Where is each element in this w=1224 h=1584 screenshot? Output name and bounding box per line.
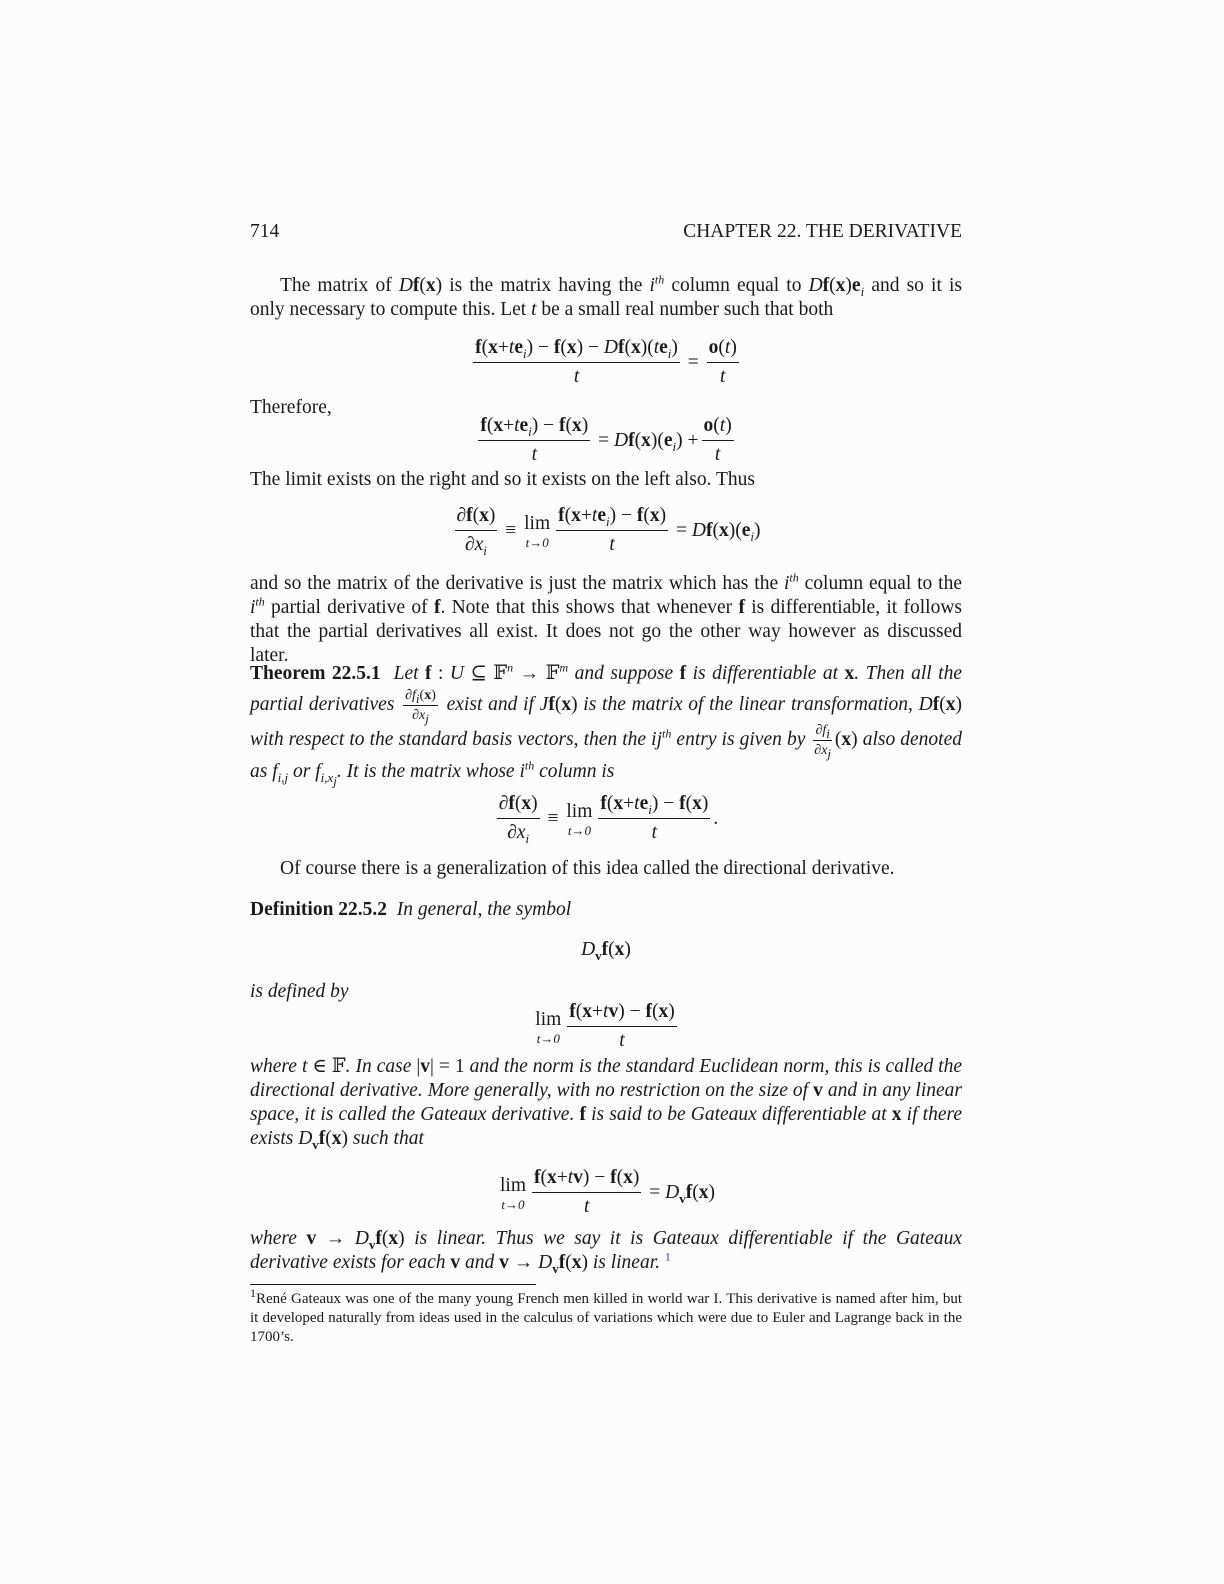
equation-theorem-column: $\frac{\partial f(x)}{\partial x_i}$ ≡ lim t→0 $\frac{f(x+te_i) - f(x)}{t}$ . — [498, 793, 719, 846]
equation-partial-derivative: $\frac{\partial f(x)}{\partial x_i}$ ≡ lim t→0 $\frac{f(x+te_i) - f(x)}{t}$ = $Df(x)(e_i)$ — [456, 505, 761, 558]
theorem-label: Theorem 22.5.1 — [250, 663, 381, 684]
equation-therefore: $\frac{f(x+te_i) - f(x)}{t}$ = $Df(x)(e_i)$ + $\frac{o(t)}{t}$ — [480, 415, 732, 465]
definition-22-5-2: Definition 22.5.2 In general, the symbol — [250, 899, 572, 920]
footnote-rule — [250, 1284, 536, 1285]
text-limit-exists: The limit exists on the right and so it exists on the left also. Thus — [250, 469, 755, 490]
equation-directional-limit: lim t→0 $\frac{f(x+tv) - f(x)}{t}$ — [535, 1001, 675, 1051]
paragraph-directional-derivative: where t ∈ 𝔽. In case |v| = 1 and the norm is the standard Euclidean norm, this is called the directional derivative. More generally, with no restriction on the size of v and in any linear space, it is called the Gateaux derivative. f is said to be Gateaux differentiable at x if there exists $D_vf(x)$ such that — [250, 1056, 963, 1152]
equation-gateaux: lim t→0 $\frac{f(x+tv) - f(x)}{t}$ = $D_vf(x)$ — [499, 1167, 716, 1217]
equation-symbol-dvf: $D_vf(x)$ — [581, 939, 631, 963]
theorem-22-5-1: Theorem 22.5.1 Let f : U ⊆ 𝔽$^n$ → 𝔽$^m$ and suppose f is differentiable at x. Then all the partial derivatives $\frac{\partial f_i(x)}{\partial x_j}$ exist and if Jf(x) is the matrix of the linear transformation, Df(x) with respect to the standard basis vectors, then the $ij^{th}$ entry is given by $\frac{\partial f_i}{\partial x_j}$ (x) also denoted as $f_{i,j}$ or $f_{i,x_j}$. It is the matrix whose $i^{th}$ column is — [250, 660, 963, 789]
paragraph-gateaux-linear: where $v \to D_vf(x)$ is linear. Thus we say it is Gateaux differentiable if the Gateaux derivative exists for each v and $v \to D_vf(x)$ is linear. $^1$ — [250, 1228, 963, 1276]
text-generalization: Of course there is a generalization of this idea called the directional derivative. — [280, 858, 895, 879]
definition-label: Definition 22.5.2 — [250, 899, 388, 920]
chapter-title: CHAPTER 22. THE DERIVATIVE — [683, 221, 962, 242]
footnote: $^1$René Gateaux was one of the many young French men killed in world war I. This derivative is named after him, but it developed naturally from ideas used in the calculus of variations which were due to Euler and Lagrange back in the 1700’s. — [250, 1286, 962, 1345]
footnote-mark: 1 — [250, 1286, 256, 1300]
page-header — [250, 220, 962, 244]
text-is-defined-by: is defined by — [250, 981, 349, 1002]
paragraph-matrix-intro: The matrix of Df(x) is the matrix having the $i^{th}$ column equal to $Df(x)e_i$ and so it is only necessary to compute this. Let t be a small real number such that both — [250, 272, 962, 320]
equation-difference-quotient: $\frac{f(x+te_i) - f(x) - Df(x)(te_i)}{t}$ = $\frac{o(t)}{t}$ — [475, 337, 737, 387]
footnote-reference[interactable]: 1 — [664, 1249, 671, 1264]
page-number: 714 — [250, 221, 280, 242]
paragraph-matrix-derivative: and so the matrix of the derivative is just the matrix which has the $i^{th}$ column equal to the $i^{th}$ partial derivative of f. Note that this shows that whenever f is differentiable, it follows that the partial derivatives all exist. It does not go the other way however as discussed later. — [250, 570, 962, 666]
text-therefore: Therefore, — [250, 397, 332, 418]
